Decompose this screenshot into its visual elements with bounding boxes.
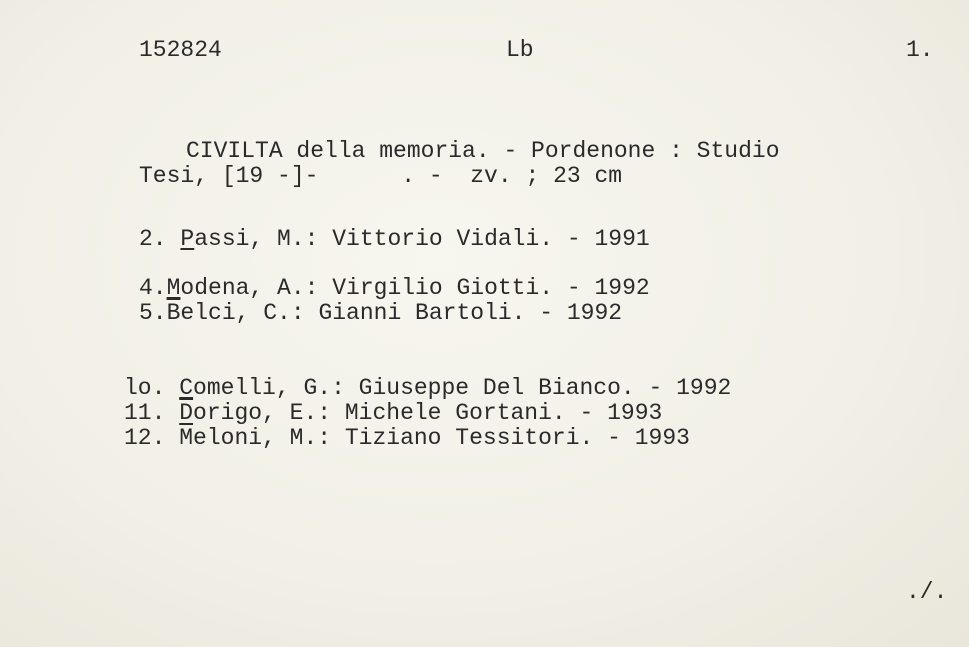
- volume-number: 11.: [124, 400, 166, 426]
- entry-title-line: CIVILTA della memoria. - Pordenone : Studio: [186, 138, 780, 164]
- author-initial: P: [180, 226, 195, 252]
- volume-entry: [124, 401, 662, 426]
- volume-text: omelli, G.: Giuseppe Del Bianco. - 1992: [193, 375, 732, 401]
- volume-number: 4.: [139, 275, 167, 301]
- continuation-mark: ./.: [906, 579, 948, 605]
- shelf-number: 152824: [139, 37, 222, 63]
- author-initial: $\overline{M}$: [179, 425, 194, 451]
- volume-number: 5.: [139, 300, 167, 326]
- volume-entry: [139, 301, 622, 326]
- volume-text: odena, A.: Virgilio Giotti. - 1992: [180, 275, 650, 301]
- volume-number: 2.: [139, 226, 167, 252]
- author-initial: M: [166, 275, 181, 301]
- volume-text: eloni, M.: Tiziano Tessitori. - 1993: [193, 425, 690, 451]
- call-code: Lb: [506, 37, 534, 63]
- volume-entry: [139, 276, 650, 301]
- author-initial: C: [179, 375, 194, 401]
- card-number: 1.: [906, 37, 934, 63]
- volume-entry: [124, 376, 731, 401]
- author-initial: $\overline{D}$: [179, 400, 194, 426]
- volume-number: lo.: [124, 375, 166, 401]
- entry-imprint-line: Tesi, [19 -]- . - zv. ; 23 cm: [139, 163, 623, 189]
- volume-text: origo, E.: Michele Gortani. - 1993: [193, 400, 663, 426]
- author-initial: $\overline{B}$: [166, 300, 181, 326]
- volume-number: 12.: [124, 425, 166, 451]
- volume-text: elci, C.: Gianni Bartoli. - 1992: [180, 300, 623, 326]
- volume-text: assi, M.: Vittorio Vidali. - 1991: [194, 226, 650, 252]
- volume-entry: [124, 426, 690, 451]
- volume-entry: [139, 227, 650, 252]
